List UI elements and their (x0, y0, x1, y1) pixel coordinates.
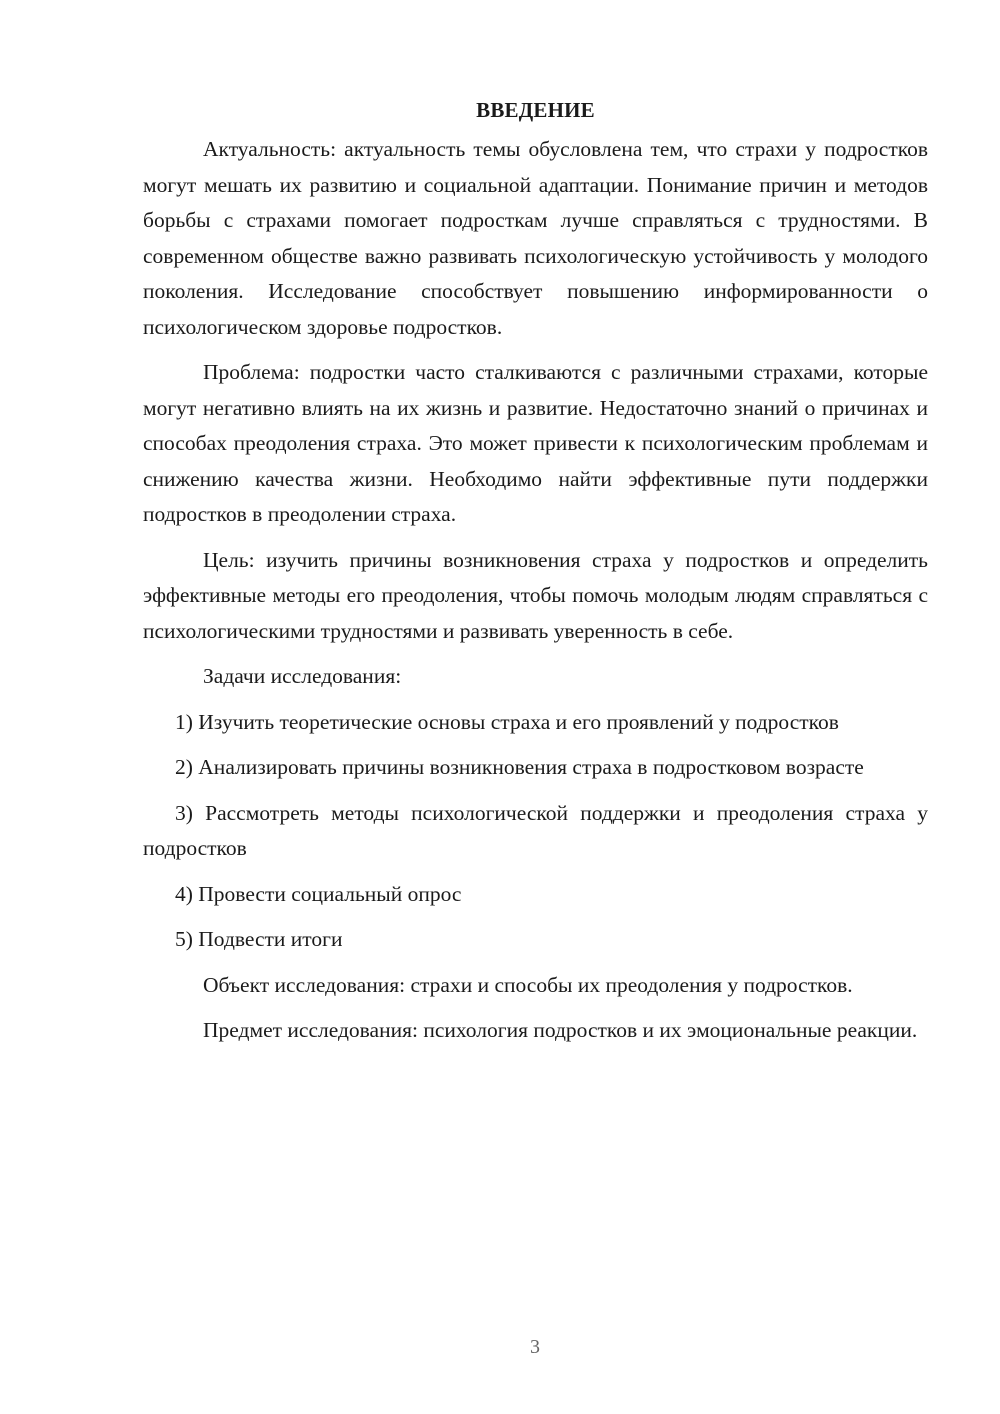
object-paragraph: Объект исследования: страхи и способы их преодоления у подростков. (203, 972, 853, 997)
page-number: 3 (530, 1336, 540, 1358)
task-item-3: 3) Рассмотреть методы психологической поддержки и преодоления страха у подростков (143, 800, 928, 860)
tasks-heading: Задачи исследования: (203, 664, 402, 688)
task-item-5: 5) Подвести итоги (175, 927, 343, 951)
page-title: ВВЕДЕНИЕ (476, 98, 595, 122)
task-item-4: 4) Провести социальный опрос (175, 881, 462, 906)
problem-paragraph: Проблема: подростки часто сталкиваются с различными страхами, которые могут негативно влиять на их жизнь и развитие. Недостаточно знаний о причинах и способах преодоления страха. Это может привести к психологическим проблемам и снижению качества жизни. Необходимо найти эффективные пути поддержки подростков в преодолении страха. (143, 360, 928, 526)
document-page (143, 92, 928, 1049)
relevance-paragraph: Актуальность: актуальность темы обусловлена тем, что страхи у подростков могут мешать их развитию и социальной адаптации. Понимание причин и методов борьбы с страхами помогает подросткам лучше справляться с трудностями. В современном обществе важно развивать психологическую устойчивость у молодого поколения. Исследование способствует повышению информированности о психологическом здоровье подростков. (143, 137, 928, 339)
goal-paragraph: Цель: изучить причины возникновения страха у подростков и определить эффективные методы его преодоления, чтобы помочь молодым людям справляться с психологическими трудностями и развивать уверенность в себе. (143, 547, 928, 643)
subject-paragraph: Предмет исследования: психология подростков и их эмоциональные реакции. (203, 1018, 918, 1042)
task-item-2: 2) Анализировать причины возникновения страха в подростковом возрасте (175, 755, 864, 779)
task-item-1: 1) Изучить теоретические основы страха и его проявлений у подростков (175, 709, 839, 734)
